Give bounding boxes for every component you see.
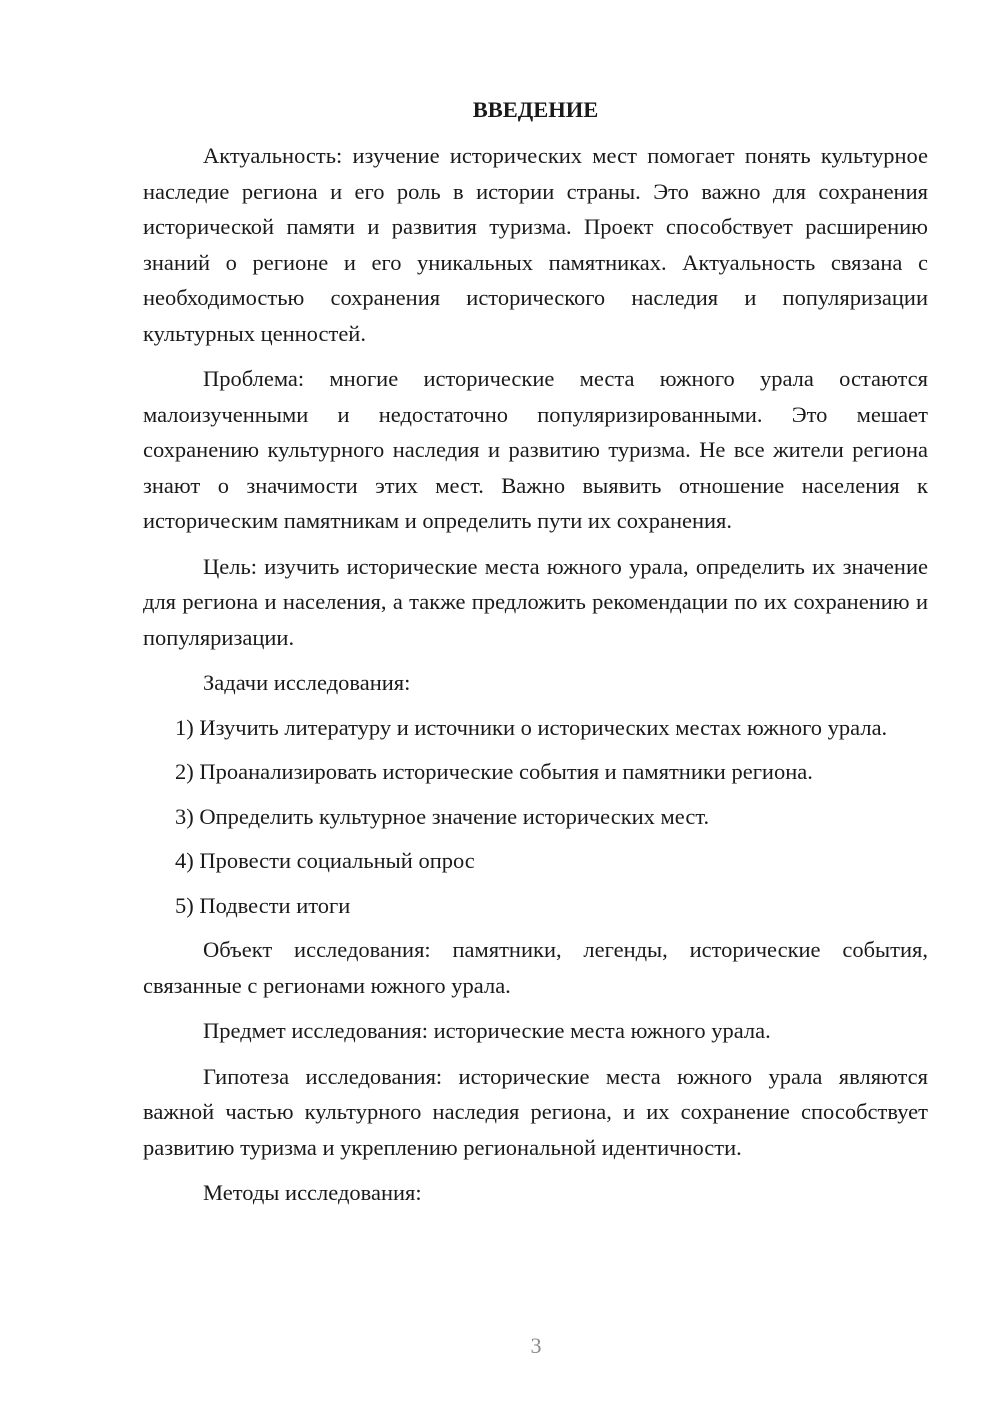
page-number: 3: [530, 1333, 542, 1358]
section-title: ВВЕДЕНИЕ: [472, 97, 599, 122]
object-paragraph: Объект исследования: памятники, легенды, исторические события, связанные с регионами южного урала.: [143, 937, 928, 998]
methods-heading: Методы исследования:: [203, 1180, 422, 1205]
tasks-heading: Задачи исследования:: [203, 670, 411, 695]
document-page: [143, 92, 928, 1220]
task-item-1: 1) Изучить литературу и источники о исторических местах южного урала.: [175, 714, 888, 740]
goal-paragraph: Цель: изучить исторические места южного урала, определить их значение для региона и населения, а также предложить рекомендации по их сохранению и популяризации.: [143, 553, 928, 650]
task-item-3: 3) Определить культурное значение исторических мест.: [175, 803, 710, 829]
subject-paragraph: Предмет исследования: исторические места южного урала.: [203, 1018, 771, 1043]
hypothesis-paragraph: Гипотеза исследования: исторические места южного урала являются важной частью культурного наследия региона, и их сохранение способствует развитию туризма и укреплению региональной идентичности.: [143, 1063, 928, 1160]
problem-paragraph: Проблема: многие исторические места южного урала остаются малоизученными и недостаточно популяризированными. Это мешает сохранению культурного наследия и развитию туризма. Не все жители региона знают о значимости этих мест. Важно выявить отношение населения к историческим памятникам и определить пути их сохранения.: [143, 366, 928, 533]
relevance-paragraph: Актуальность: изучение исторических мест помогает понять культурное наследие региона и его роль в истории страны. Это важно для сохранения исторической памяти и развития туризма. Проект способствует расширению знаний о регионе и его уникальных памятниках. Актуальность связана с необходимостью сохранения исторического наследия и популяризации культурных ценностей.: [143, 143, 928, 346]
task-item-5: 5) Подвести итоги: [175, 892, 351, 918]
task-item-4: 4) Провести социальный опрос: [175, 848, 475, 873]
task-item-2: 2) Проанализировать исторические события и памятники региона.: [175, 759, 813, 784]
